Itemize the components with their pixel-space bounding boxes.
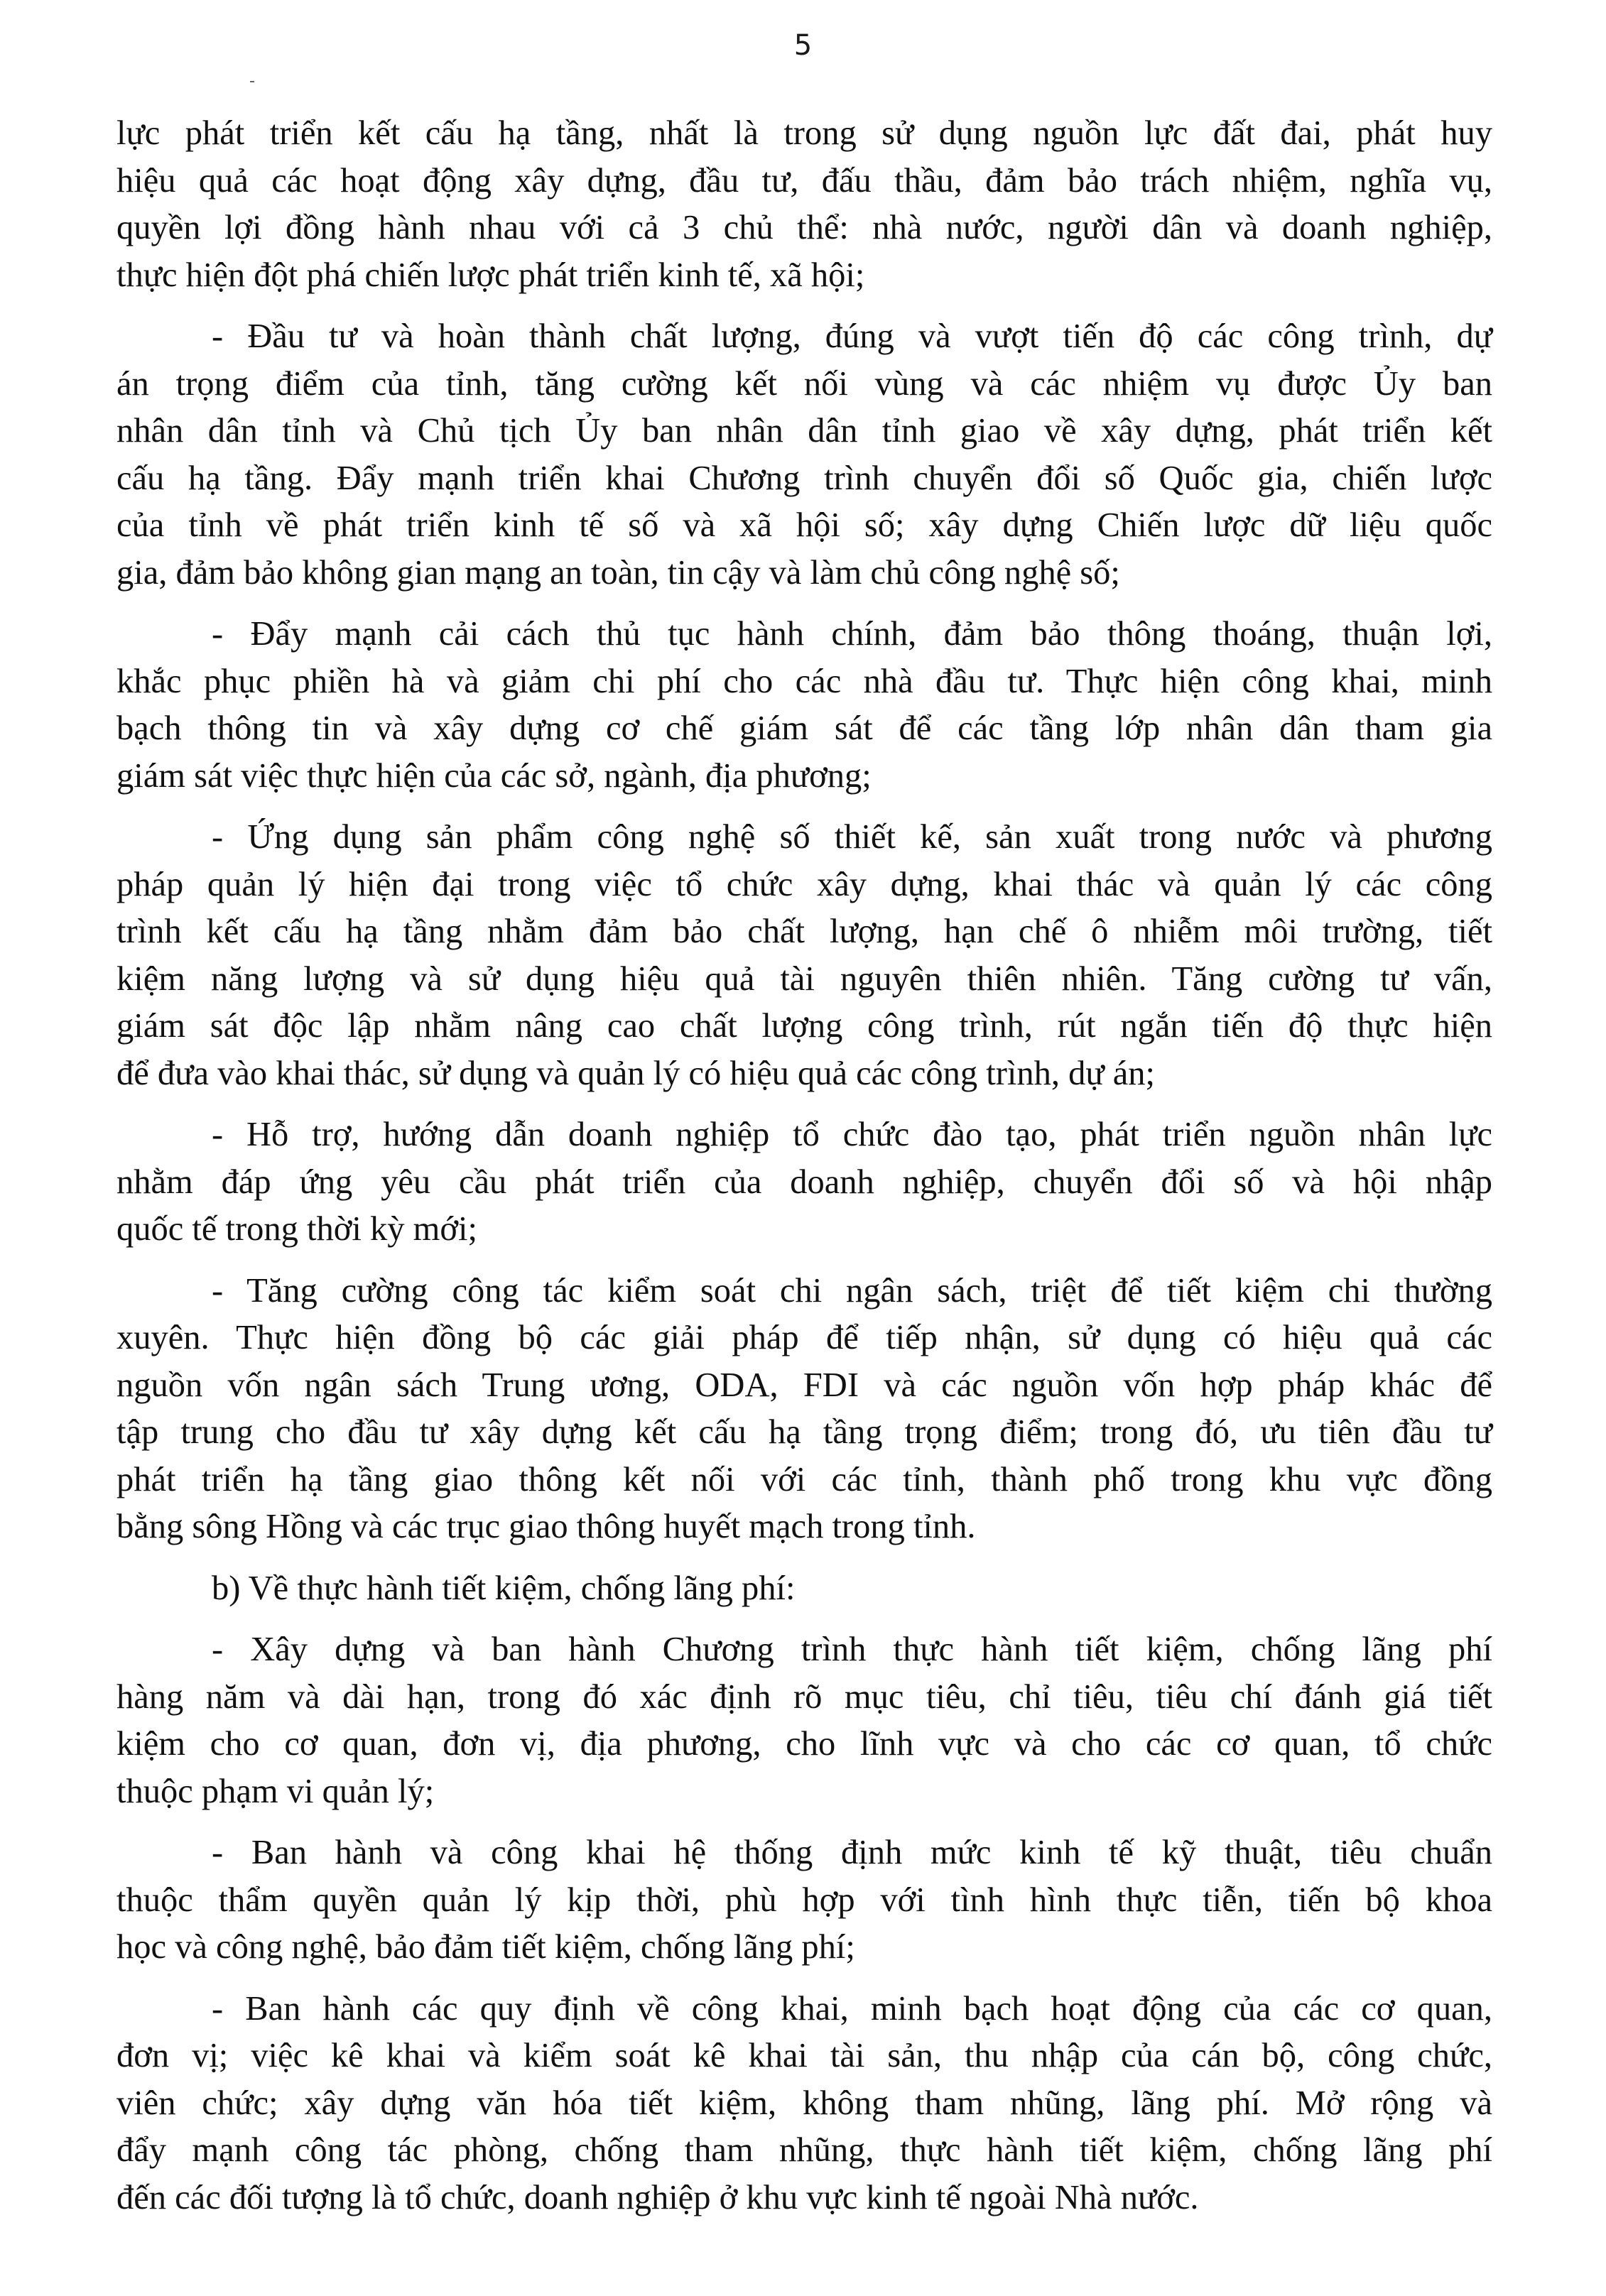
text-line: đẩy mạnh công tác phòng, chống tham nhũng, thực hành tiết kiệm, chống lãng phí xyxy=(116,2131,1492,2169)
text-line: bằng sông Hồng và các trục giao thông huyết mạch trong tỉnh. xyxy=(116,1508,976,1545)
paragraph xyxy=(116,611,1492,800)
text-line: phát triển hạ tầng giao thông kết nối với các tỉnh, thành phố trong khu vực đồng xyxy=(116,1460,1492,1498)
paragraph xyxy=(116,1268,1492,1551)
text-line: - Đầu tư và hoàn thành chất lượng, đúng và vượt tiến độ các công trình, dự xyxy=(212,317,1492,355)
text-line: nguồn vốn ngân sách Trung ương, ODA, FDI và các nguồn vốn hợp pháp khác để xyxy=(116,1366,1492,1404)
text-line: đơn vị; việc kê khai và kiểm soát kê khai tài sản, thu nhập của cán bộ, công chức, xyxy=(116,2037,1492,2074)
paragraph xyxy=(116,814,1492,1097)
text-line: lực phát triển kết cấu hạ tầng, nhất là trong sử dụng nguồn lực đất đai, phát huy xyxy=(116,114,1492,152)
text-line: án trọng điểm của tỉnh, tăng cường kết nối vùng và các nhiệm vụ được Ủy ban xyxy=(116,364,1492,403)
paragraph xyxy=(116,1111,1492,1253)
text-line: xuyên. Thực hiện đồng bộ các giải pháp để tiếp nhận, sử dụng có hiệu quả các xyxy=(116,1319,1492,1356)
paragraph xyxy=(116,1565,1492,1613)
text-line: b) Về thực hành tiết kiệm, chống lãng phí: xyxy=(212,1569,796,1607)
text-line: hàng năm và dài hạn, trong đó xác định rõ mục tiêu, chỉ tiêu, tiêu chí đánh giá tiết xyxy=(116,1677,1492,1716)
text-line: - Hỗ trợ, hướng dẫn doanh nghiệp tổ chức đào tạo, phát triển nguồn nhân lực xyxy=(212,1116,1492,1153)
text-line: hiệu quả các hoạt động xây dựng, đầu tư, đấu thầu, đảm bảo trách nhiệm, nghĩa vụ, xyxy=(116,161,1492,200)
text-line: viên chức; xây dựng văn hóa tiết kiệm, không tham nhũng, lãng phí. Mở rộng và xyxy=(116,2084,1492,2122)
text-line: trình kết cấu hạ tầng nhằm đảm bảo chất lượng, hạn chế ô nhiễm môi trường, tiết xyxy=(116,913,1492,950)
text-line: giám sát việc thực hiện của các sở, ngành, địa phương; xyxy=(116,756,872,795)
text-line: khắc phục phiền hà và giảm chi phí cho các nhà đầu tư. Thực hiện công khai, minh xyxy=(116,662,1492,700)
scan-speck xyxy=(250,81,254,82)
text-line: gia, đảm bảo không gian mạng an toàn, tin cậy và làm chủ công nghệ số; xyxy=(116,553,1120,592)
text-line: - Ứng dụng sản phẩm công nghệ số thiết kế, sản xuất trong nước và phương xyxy=(212,818,1492,856)
paragraph xyxy=(116,313,1492,597)
text-line: đến các đối tượng là tổ chức, doanh nghiệp ở khu vực kinh tế ngoài Nhà nước. xyxy=(116,2178,1199,2216)
text-line: - Tăng cường công tác kiểm soát chi ngân sách, triệt để tiết kiệm chi thường xyxy=(212,1271,1492,1310)
text-line: bạch thông tin và xây dựng cơ chế giám sát để các tầng lớp nhân dân tham gia xyxy=(116,709,1492,747)
text-line: cấu hạ tầng. Đẩy mạnh triển khai Chương trình chuyển đổi số Quốc gia, chiến lược xyxy=(116,459,1492,497)
page-number: 5 xyxy=(793,29,813,62)
text-line: nhân dân tỉnh và Chủ tịch Ủy ban nhân dân tỉnh giao về xây dựng, phát triển kết xyxy=(116,412,1492,450)
paragraph xyxy=(116,1626,1492,1815)
paragraph xyxy=(116,1986,1492,2222)
text-line: - Ban hành và công khai hệ thống định mức kinh tế kỹ thuật, tiêu chuẩn xyxy=(212,1834,1492,1871)
paragraph xyxy=(116,1829,1492,1971)
text-line: - Đẩy mạnh cải cách thủ tục hành chính, đảm bảo thông thoáng, thuận lợi, xyxy=(212,615,1492,653)
text-line: thuộc phạm vi quản lý; xyxy=(116,1772,435,1810)
text-line: quốc tế trong thời kỳ mới; xyxy=(116,1210,477,1248)
text-line: - Ban hành các quy định về công khai, minh bạch hoạt động của các cơ quan, xyxy=(212,1989,1492,2028)
text-line: kiệm năng lượng và sử dụng hiệu quả tài nguyên thiên nhiên. Tăng cường tư vấn, xyxy=(116,959,1492,998)
text-line: pháp quản lý hiện đại trong việc tổ chức xây dựng, khai thác và quản lý các công xyxy=(116,865,1492,903)
paragraph xyxy=(116,110,1492,299)
text-line: quyền lợi đồng hành nhau với cả 3 chủ thể: nhà nước, người dân và doanh nghiệp, xyxy=(116,209,1492,246)
document-body xyxy=(116,110,1492,2221)
text-line: kiệm cho cơ quan, đơn vị, địa phương, cho lĩnh vực và cho các cơ quan, tổ chức xyxy=(116,1725,1492,1763)
text-line: giám sát độc lập nhằm nâng cao chất lượng công trình, rút ngắn tiến độ thực hiện xyxy=(116,1007,1492,1045)
text-line: - Xây dựng và ban hành Chương trình thực hành tiết kiệm, chống lãng phí xyxy=(212,1631,1492,1668)
text-line: để đưa vào khai thác, sử dụng và quản lý có hiệu quả các công trình, dự án; xyxy=(116,1054,1156,1092)
text-line: học và công nghệ, bảo đảm tiết kiệm, chống lãng phí; xyxy=(116,1928,855,1966)
text-line: thực hiện đột phá chiến lược phát triển kinh tế, xã hội; xyxy=(116,256,865,294)
text-line: thuộc thẩm quyền quản lý kịp thời, phù hợp với tình hình thực tiễn, tiến bộ khoa xyxy=(116,1881,1492,1919)
text-line: tập trung cho đầu tư xây dựng kết cấu hạ tầng trọng điểm; trong đó, ưu tiên đầu tư xyxy=(116,1413,1492,1451)
text-line: của tỉnh về phát triển kinh tế số và xã hội số; xây dựng Chiến lược dữ liệu quốc xyxy=(116,506,1492,544)
text-line: nhằm đáp ứng yêu cầu phát triển của doanh nghiệp, chuyển đổi số và hội nhập xyxy=(116,1163,1492,1201)
